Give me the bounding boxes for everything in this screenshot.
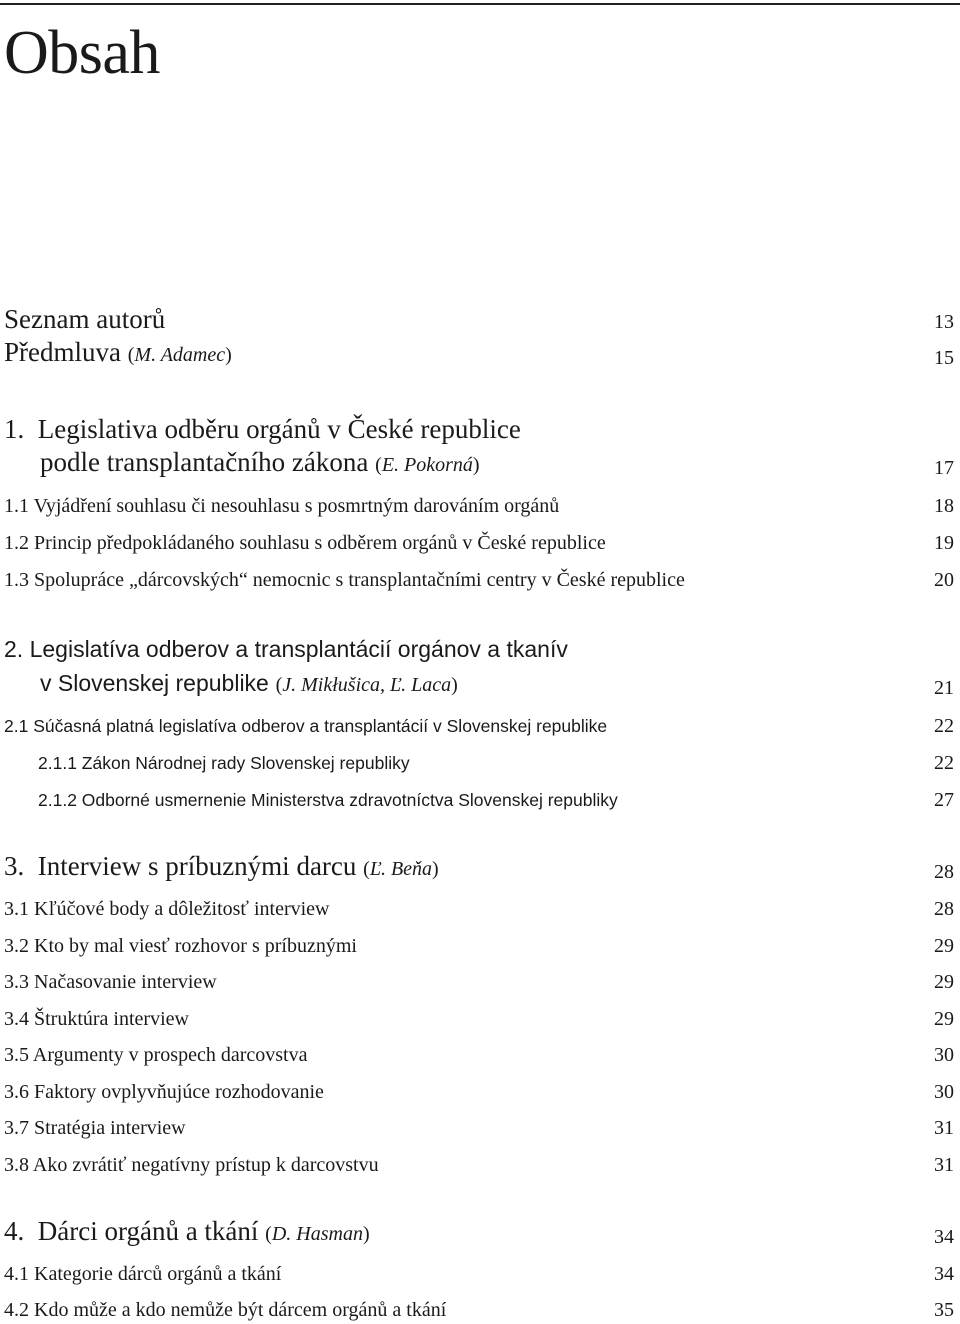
chapter-number: 2.	[4, 636, 24, 662]
toc-entry-text: 3.1 Kľúčové body a dôležitosť interview	[4, 898, 330, 920]
toc-page-number: 29	[934, 971, 954, 993]
toc-page-number: 22	[934, 752, 954, 774]
toc-page-number: 22	[934, 715, 954, 737]
toc-page-number: 28	[934, 898, 954, 920]
paren-close: )	[225, 344, 232, 366]
paren-open: (	[363, 858, 370, 880]
toc-section-3-7[interactable]	[0, 1106, 960, 1142]
paren-open: (	[375, 454, 382, 476]
toc-section-1-2[interactable]	[0, 521, 960, 557]
toc-page-number: 31	[934, 1117, 954, 1139]
toc-chapter-title	[4, 1214, 370, 1251]
chapter-number: 3.	[4, 851, 25, 881]
toc-chapter-title	[4, 849, 439, 886]
paren-open: (	[275, 674, 283, 696]
paren-close: )	[362, 1223, 370, 1245]
toc-page-number: 21	[934, 677, 954, 699]
toc-page-number: 17	[934, 457, 954, 479]
paren-close: )	[472, 454, 480, 476]
toc-chapter-2-line1[interactable]	[0, 630, 960, 666]
toc-page-number: 34	[934, 1263, 954, 1285]
toc-section-3-4[interactable]	[0, 997, 960, 1033]
toc-chapter-title	[40, 445, 480, 482]
toc-entry-authors[interactable]	[0, 300, 960, 336]
toc-entry-text: 3.5 Argumenty v prospech darcovstva	[4, 1044, 308, 1066]
toc-entry-author: D. Hasman	[271, 1223, 363, 1245]
chapter-title: Interview s príbuznými darcu	[37, 851, 357, 881]
toc-page-number: 13	[934, 311, 954, 333]
toc-entry-title: Předmluva	[4, 337, 121, 367]
toc-section-3-8[interactable]	[0, 1143, 960, 1179]
toc-page-number: 35	[934, 1299, 954, 1321]
toc-section-2-1[interactable]	[0, 704, 960, 740]
toc-page-number: 27	[934, 789, 954, 811]
toc-section-3-6[interactable]	[0, 1070, 960, 1106]
toc-entry-preface[interactable]	[0, 336, 960, 372]
toc-section-2-1-1[interactable]	[0, 741, 960, 777]
toc-page-number: 30	[934, 1044, 954, 1066]
toc-entry-text: 3.7 Stratégia interview	[4, 1117, 186, 1139]
page-title: Obsah	[4, 19, 160, 87]
chapter-number: 4.	[4, 1216, 25, 1246]
toc-entry-author: Ľ. Beňa	[369, 858, 433, 880]
toc-section-1-3[interactable]	[0, 558, 960, 594]
toc-entry-text: 1.3 Spolupráce „dárcovských“ nemocnic s transplantačními centry v České republice	[4, 569, 685, 591]
toc-entry-author: E. Pokorná	[381, 454, 473, 476]
chapter-title-line2: podle transplantačního zákona	[40, 447, 369, 477]
toc-entry-text: 3.3 Načasovanie interview	[4, 971, 217, 993]
toc-chapter-3[interactable]	[0, 850, 960, 886]
toc-page-number: 28	[934, 861, 954, 883]
toc-section-1-1[interactable]	[0, 484, 960, 520]
toc-chapter-title	[40, 665, 458, 702]
toc-entry-text: 3.4 Štruktúra interview	[4, 1008, 189, 1030]
toc-page-number: 31	[934, 1154, 954, 1176]
toc-entry-author: M. Adamec	[134, 344, 226, 366]
paren-open: (	[127, 344, 135, 366]
toc-page-number: 29	[934, 1008, 954, 1030]
toc-section-4-1[interactable]	[0, 1252, 960, 1288]
paren-close: )	[451, 674, 458, 696]
toc-entry-text	[4, 335, 232, 372]
toc-entry-text: 1.2 Princip předpokládaného souhlasu s odběrem orgánů v České republice	[4, 532, 606, 554]
toc-chapter-title	[4, 632, 568, 666]
toc-section-3-2[interactable]	[0, 924, 960, 960]
toc-entry-text: 2.1.1 Zákon Národnej rady Slovenskej republiky	[38, 753, 410, 773]
toc-page-number: 15	[934, 347, 954, 369]
toc-chapter-4[interactable]	[0, 1215, 960, 1251]
chapter-title-line2: v Slovenskej republike	[40, 670, 269, 696]
toc-entry-text: 2.1.2 Odborné usmernenie Ministerstva zdravotníctva Slovenskej republiky	[38, 790, 618, 810]
toc-page-number: 19	[934, 532, 954, 554]
toc-entry-text: 2.1 Súčasná platná legislatíva odberov a transplantácií v Slovenskej republike	[4, 716, 608, 736]
chapter-title: Dárci orgánů a tkání	[37, 1216, 259, 1246]
toc-chapter-2-line2[interactable]	[0, 666, 960, 702]
toc-section-3-3[interactable]	[0, 960, 960, 996]
toc-page-number: 29	[934, 935, 954, 957]
toc-chapter-title	[4, 412, 521, 446]
toc-entry-text: 3.8 Ako zvrátiť negatívny prístup k darcovstvu	[4, 1154, 379, 1176]
toc-chapter-1-line2[interactable]	[0, 446, 960, 482]
toc-entry-text: 1.1 Vyjádření souhlasu či nesouhlasu s posmrtným darováním orgánů	[4, 495, 560, 517]
toc-entry-author: J. Mikłušica, Ľ. Laca	[282, 674, 452, 696]
toc-entry-text: 4.2 Kdo může a kdo nemůže být dárcem orgánů a tkání	[4, 1299, 447, 1321]
toc-page-number: 34	[934, 1226, 954, 1248]
chapter-title-line1: Legislatíva odberov a transplantácií orgánov a tkanív	[29, 636, 568, 662]
toc-entry-text: 3.6 Faktory ovplyvňujúce rozhodovanie	[4, 1081, 324, 1103]
top-rule	[0, 3, 960, 5]
toc-entry-text: 4.1 Kategorie dárců orgánů a tkání	[4, 1263, 282, 1285]
chapter-number: 1.	[4, 414, 25, 444]
toc-section-3-1[interactable]	[0, 887, 960, 923]
toc-entry-text: Seznam autorů	[4, 304, 166, 334]
toc-page-number: 18	[934, 495, 954, 517]
chapter-title-line1: Legislativa odběru orgánů v České republice	[37, 414, 521, 444]
toc-section-3-5[interactable]	[0, 1033, 960, 1069]
paren-close: )	[432, 858, 439, 880]
toc-page-number: 30	[934, 1081, 954, 1103]
paren-open: (	[265, 1223, 272, 1245]
toc-chapter-1-line1[interactable]	[0, 410, 960, 446]
toc-section-2-1-2[interactable]	[0, 778, 960, 814]
toc-page-number: 20	[934, 569, 954, 591]
toc-entry-text: 3.2 Kto by mal viesť rozhovor s príbuznými	[4, 935, 357, 957]
